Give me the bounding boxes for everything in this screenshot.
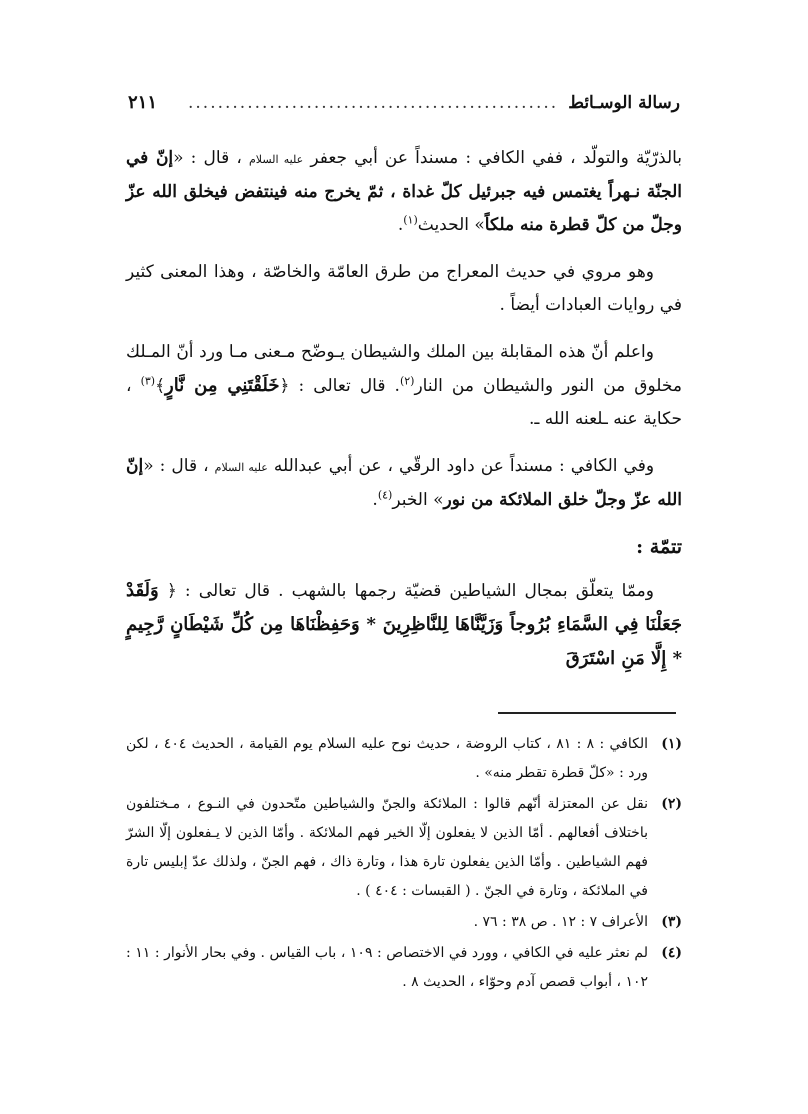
footnote-ref-3: (٣) <box>140 374 156 388</box>
footnote-text: الأعراف ٧ : ١٢ . ص ٣٨ : ٧٦ . <box>473 914 648 930</box>
paragraph-3: واعلم أنّ هذه المقابلة بين الملك والشيطان يـوضّح مـعنى مـا ورد أنّ المـلك مخلوق من النور والشيطان من النار$^{(٢)}$. قال تعالى : ﴿خَلَقْتَنِي مِن نَّارٍ﴾$^{(٣)}$ ، حكاية عنه ـلعنه الله ـ. <box>126 342 682 429</box>
footnote <box>126 790 682 906</box>
footnote-ref-2: (٢) <box>399 374 415 388</box>
quran-quote: وَلَقَدْ جَعَلْنَا فِي السَّمَاءِ بُرُوجاً وَزَيَّنَّاهَا لِلنَّاظِرِينَ * وَحَفِظْنَاهَا مِن كُلِّ شَيْطَانٍ رَّجِيمٍ * إِلَّا مَنِ اسْتَرَقَ <box>126 580 682 669</box>
footnote-separator <box>498 712 676 714</box>
paragraph-4: وفي الكافي : مسنداً عن داود الرقّي ، عن أبي عبدالله عليه السلام ، قال : «إنّ الله عزّ وجلّ خلق الملائكة من نور» الخبر$^{(٤)}$. <box>126 456 682 510</box>
footnote <box>126 730 682 788</box>
footnote-number: (٢) <box>661 796 682 812</box>
footnote-text: الكافي : ٨ : ٨١ ، كتاب الروضة ، حديث نوح عليه السلام يوم القيامة ، الحديث ٤٠٤ ، لكن ورد : «كلّ قطرة تقطر منه» . <box>126 736 648 781</box>
footnote-text: لم نعثر عليه في الكافي ، وورد في الاختصاص : ١٠٩ ، باب القياس . وفي بحار الأنوار : ١١ : ١٠٢ ، أبواب قصص آدم وحوّاء ، الحديث ٨ . <box>126 945 648 990</box>
footnote-ref-1: (١) <box>403 213 418 227</box>
main-text <box>126 142 682 690</box>
footnotes <box>126 730 682 999</box>
paragraph-1: بالذرّيّة والتولّد ، ففي الكافي : مسنداً عن أبي جعفر عليه السلام ، قال : «إنّ في الجنّة نـهراً يغتمس فيه جبرئيل كلّ غداة ، ثمّ يخرج منه فينتفض فيخلق الله عزّ وجلّ من كلّ قطرة منه ملكاً» الحديث$^{(١)}$. <box>126 148 683 235</box>
page-number: ٢١١ <box>128 92 158 113</box>
paragraph-2: وهو مروي في حديث المعراج من طرق العامّة والخاصّة ، وهذا المعنى كثير في روايات العبادات أيضاً . <box>126 262 682 315</box>
hadith-quote: إنّ في الجنّة نـهراً يغتمس فيه جبرئيل كلّ غداة ، ثمّ يخرج منه فينتفض فيخلق الله عزّ وجلّ من كلّ قطرة منه ملكاً <box>126 148 682 235</box>
footnote-number: (٤) <box>661 945 682 961</box>
footnote-ref-4: (٤) <box>377 488 393 502</box>
salam-ligature: عليه السلام <box>248 153 304 166</box>
quran-quote: خَلَقْتَنِي مِن نَّارٍ <box>165 375 280 396</box>
hadith-quote: إنّ الله عزّ وجلّ خلق الملائكة من نور <box>126 456 682 510</box>
paragraph-5: وممّا يتعلّق بمجال الشياطين قضيّة رجمها بالشهب . قال تعالى : ﴿ وَلَقَدْ جَعَلْنَا فِي السَّمَاءِ بُرُوجاً وَزَيَّنَّاهَا لِلنَّاظِرِينَ * وَحَفِظْنَاهَا مِن كُلِّ شَيْطَانٍ رَّجِيمٍ * إِلَّا مَنِ اسْتَرَقَ <box>126 580 682 669</box>
running-header <box>128 92 680 128</box>
salam-ligature: عليه السلام <box>214 461 268 474</box>
header-title: رسالة الوسـائط <box>568 93 680 113</box>
footnote-number: (٣) <box>661 914 682 930</box>
section-heading: تتمّة : <box>636 536 682 558</box>
footnote <box>126 908 682 937</box>
header-leader-dots: .................................................. <box>187 93 559 113</box>
footnote <box>126 939 682 997</box>
footnote-number: (١) <box>661 736 682 752</box>
footnote-text: نقل عن المعتزلة أنّهم قالوا : الملائكة والجنّ والشياطين متّحدون في النـوع ، مـختلفون باختلاف أفعالهم . أمّا الذين لا يفعلون إلّا الخير فهم الملائكة . وأمّا الذين لا يـفعلون إلّا الشرّ فهم الشياطين . وأمّا الذين يفعلون تارة هذا ، وتارة ذاك ، فهم الجنّ ، ولذلك عدّ إبليس تارة في الملائكة ، وتارة في الجنّ . ( القبسات : ٤٠٤ ) . <box>126 796 648 899</box>
